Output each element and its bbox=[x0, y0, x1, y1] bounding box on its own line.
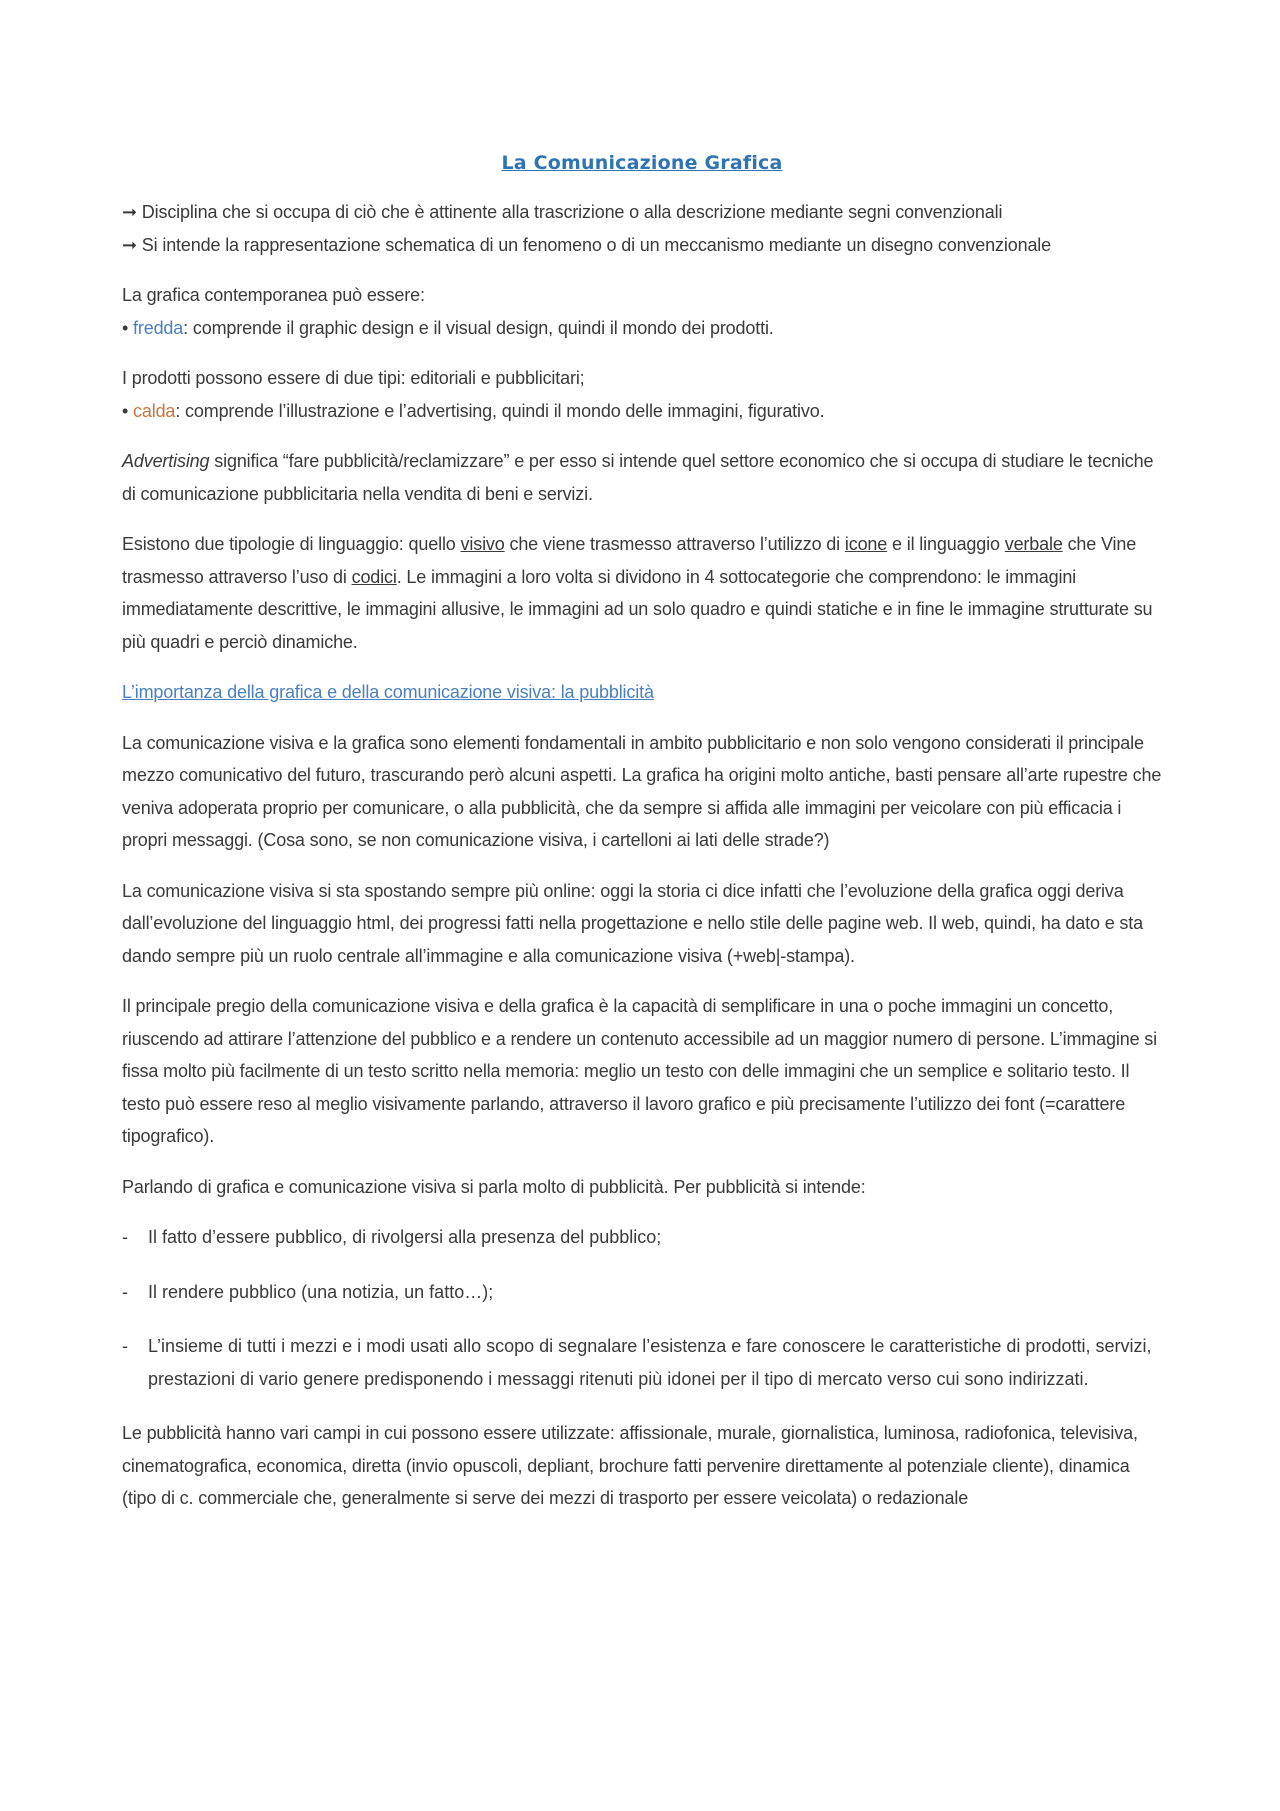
fredda-text: : comprende il graphic design e il visual design, quindi il mondo dei prodotti. bbox=[183, 317, 774, 338]
list-item bbox=[122, 1276, 1162, 1309]
verbale-term: verbale bbox=[1004, 534, 1063, 554]
definition-line-2: ➞ Si intende la rappresentazione schematica di un fenomeno o di un meccanismo mediante un disegno convenzionale bbox=[122, 234, 1052, 255]
linguaggio-text-2: che viene trasmesso attraverso l’utilizzo di bbox=[504, 534, 845, 554]
list-item-text: Il rendere pubblico (una notizia, un fatto…); bbox=[148, 1281, 494, 1302]
dash-mark: - bbox=[122, 1336, 128, 1356]
list-item-text: L’insieme di tutti i mezzi e i modi usati allo scopo di segnalare l’esistenza e fare conoscere le caratteristiche di prodotti, servizi, prestazioni di vario genere predisponendo i messaggi ritenuti più idonei per il tipo di mercato verso cui sono indirizzati. bbox=[148, 1336, 1152, 1389]
page-title: La Comunicazione Grafica bbox=[501, 152, 783, 174]
final-paragraph: Le pubblicità hanno vari campi in cui possono essere utilizzate: affissionale, murale, giornalistica, luminosa, radiofonica, televisiva, cinematografica, economica, diretta (invio opuscoli, depliant, brochure fatti pervenire direttamente al potenziale cliente), dinamica (tipo di c. commerciale che, generalmente si serve dei mezzi di trasporto per essere veicolata) o redazionale bbox=[122, 1423, 1138, 1508]
linguaggio-text-5: . Le immagini a loro volta si dividono in 4 sottocategorie che comprendono: le immagini immediatamente descrittive, le immagini allusive, le immagini ad un solo quadro e quindi statiche e in fine le immagine strutturate su più quadri e perciò dinamiche. bbox=[122, 566, 1153, 652]
paragraph-3: Il principale pregio della comunicazione visiva e della grafica è la capacità di semplificare in una o poche immagini un concetto, riuscendo ad attirare l’attenzione del pubblico e a rendere un contenuto accessibile ad un maggior numero di persone. L’immagine si fissa molto più facilmente di un testo scritto nella memoria: meglio un testo con delle immagini che un semplice e solitario testo. Il testo può essere reso al meglio visivamente parlando, attraverso il lavoro grafico e più precisamente l’utilizzo dei font (=carattere tipografico). bbox=[122, 996, 1157, 1146]
advertising-text: significa “fare pubblicità/reclamizzare” e per esso si intende quel settore economico che si occupa di studiare le tecniche di comunicazione pubblicitaria nella vendita di beni e servizi. bbox=[122, 451, 1154, 504]
fredda-word: fredda bbox=[133, 317, 184, 338]
section-subheading: L’importanza della grafica e della comunicazione visiva: la pubblicità bbox=[122, 682, 654, 702]
definition-line-1: ➞ Disciplina che si occupa di ciò che è attinente alla trascrizione o alla descrizione mediante segni convenzionali bbox=[122, 202, 1003, 222]
linguaggio-text-1: Esistono due tipologie di linguaggio: quello bbox=[122, 534, 461, 554]
bullet: • bbox=[122, 400, 129, 421]
list-item bbox=[122, 1221, 1162, 1254]
contemporanea-intro: La grafica contemporanea può essere: bbox=[122, 285, 425, 305]
calda-word: calda bbox=[133, 400, 176, 421]
definitions bbox=[122, 196, 1162, 261]
pubblicita-list bbox=[122, 1221, 1162, 1395]
linguaggio-text-4: che Vine trasmesso attraverso l’uso di bbox=[122, 534, 1137, 587]
dash-mark: - bbox=[122, 1227, 128, 1247]
codici-term: codici bbox=[351, 566, 397, 587]
bullet: • bbox=[122, 317, 129, 338]
fredda-item bbox=[122, 312, 1162, 345]
linguaggio-paragraph bbox=[122, 528, 1162, 658]
linguaggio-text-3: e il linguaggio bbox=[887, 534, 1005, 554]
paragraph-1: La comunicazione visiva e la grafica sono elementi fondamentali in ambito pubblicitario e non solo vengono considerati il principale mezzo comunicativo del futuro, trascurando però alcuni aspetti. La grafica ha origini molto antiche, basti pensare all’arte rupestre che veniva adoperata proprio per comunicare, o alla pubblicità, che da sempre si affida alle immagini per veicolare con più efficacia i propri messaggi. (Cosa sono, se non comunicazione visiva, i cartelloni ai lati delle strade?) bbox=[122, 732, 1162, 850]
visivo-term: visivo bbox=[460, 534, 505, 554]
prodotti-line: I prodotti possono essere di due tipi: editoriali e pubblicitari; bbox=[122, 368, 585, 388]
paragraph-2: La comunicazione visiva si sta spostando sempre più online: oggi la storia ci dice infatti che l’evoluzione della grafica oggi deriva dall’evoluzione del linguaggio html, dei progressi fatti nella progettazione e nello stile delle pagine web. Il web, quindi, ha dato e sta dando sempre più un ruolo centrale all’immagine e alla comunicazione visiva (+web|-stampa). bbox=[122, 880, 1143, 966]
list-item-text: Il fatto d’essere pubblico, di rivolgersi alla presenza del pubblico; bbox=[148, 1227, 662, 1247]
dash-mark: - bbox=[122, 1281, 128, 1302]
advertising-paragraph bbox=[122, 445, 1162, 510]
calda-item bbox=[122, 395, 1162, 428]
advertising-word: Advertising bbox=[122, 451, 210, 471]
paragraph-4: Parlando di grafica e comunicazione visiva si parla molto di pubblicità. Per pubblicità si intende: bbox=[122, 1176, 866, 1197]
calda-text: : comprende l’illustrazione e l’advertising, quindi il mondo delle immagini, figurativo. bbox=[175, 400, 825, 421]
list-item bbox=[122, 1330, 1162, 1395]
icone-term: icone bbox=[844, 534, 888, 554]
